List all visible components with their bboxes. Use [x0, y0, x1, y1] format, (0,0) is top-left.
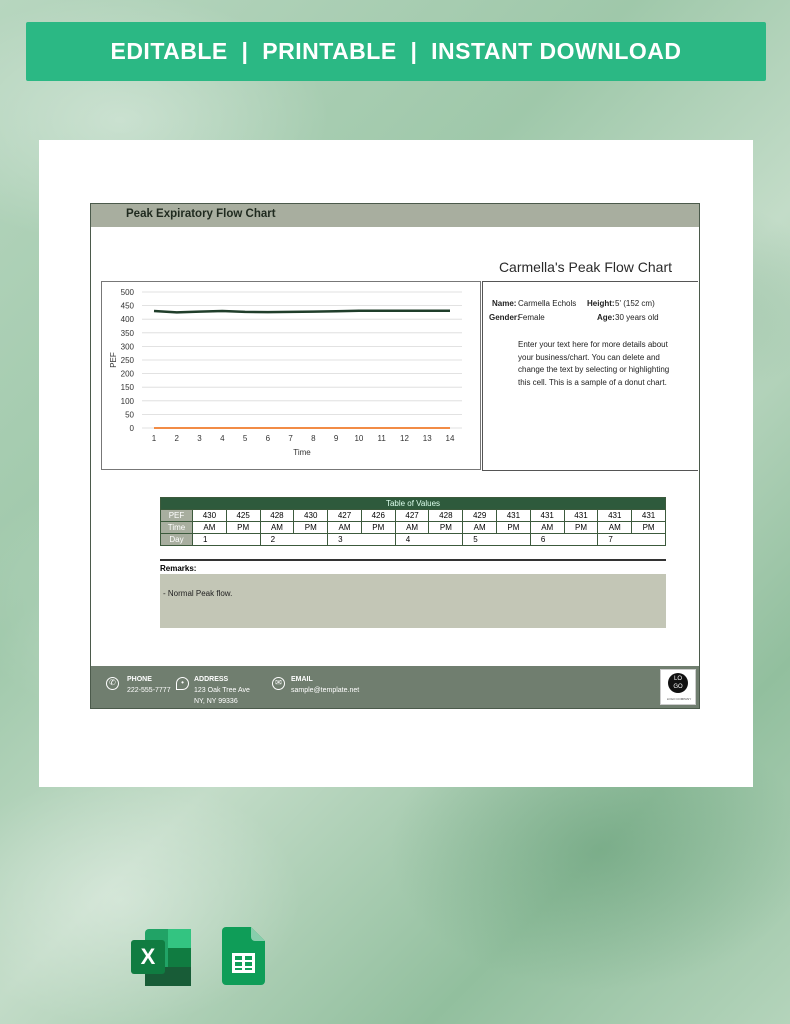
x-tick-label: 9: [333, 434, 339, 443]
pef-cell[interactable]: 431: [564, 510, 598, 522]
email-value: sample@template.net: [291, 687, 360, 694]
y-tick-label: 500: [120, 288, 134, 297]
location-icon: •: [176, 677, 189, 690]
peak-flow-document: [90, 203, 700, 709]
y-tick-label: 200: [120, 369, 134, 379]
time-cell[interactable]: PM: [294, 522, 328, 534]
x-tick-label: 11: [377, 434, 386, 443]
name-value: Carmella Echols: [518, 299, 577, 308]
x-tick-label: 13: [422, 434, 432, 443]
age-label: Age:: [597, 313, 615, 322]
document-title: Peak Expiratory Flow Chart: [126, 208, 276, 220]
time-cell[interactable]: AM: [598, 522, 632, 534]
time-cell[interactable]: AM: [463, 522, 497, 534]
banner-text: EDITABLE | PRINTABLE | INSTANT DOWNLOAD: [110, 38, 682, 64]
email-label: EMAIL: [291, 676, 313, 683]
y-axis-label: PEF: [109, 352, 118, 368]
email-icon: ✉: [272, 677, 285, 690]
day-row: [161, 534, 666, 546]
document-footer: [91, 666, 699, 708]
pef-cell[interactable]: 427: [328, 510, 362, 522]
x-tick-label: 3: [197, 434, 202, 443]
time-row: [161, 522, 666, 534]
pef-cell[interactable]: 431: [632, 510, 666, 522]
document-header: [91, 204, 699, 227]
day-cell[interactable]: 2: [260, 534, 328, 546]
time-cell[interactable]: PM: [564, 522, 598, 534]
pef-cell[interactable]: 425: [226, 510, 260, 522]
pef-cell[interactable]: 430: [294, 510, 328, 522]
pef-cell[interactable]: 430: [193, 510, 227, 522]
pef-row-label: PEF: [161, 510, 193, 522]
table-heading: Table of Values: [161, 498, 666, 510]
y-tick-label: 0: [129, 424, 134, 433]
phone-value: 222-555-7777: [127, 687, 171, 694]
remarks-box[interactable]: [160, 574, 666, 628]
day-cell[interactable]: 3: [328, 534, 396, 546]
pef-cell[interactable]: 431: [598, 510, 632, 522]
time-cell[interactable]: PM: [226, 522, 260, 534]
height-label: Height:: [587, 299, 615, 308]
y-tick-label: 450: [120, 301, 134, 311]
document-page: [39, 140, 753, 787]
pef-cell[interactable]: 428: [429, 510, 463, 522]
time-cell[interactable]: PM: [361, 522, 395, 534]
address-label: ADDRESS: [194, 676, 229, 683]
day-cell[interactable]: 4: [395, 534, 463, 546]
phone-icon: ✆: [106, 677, 119, 690]
y-tick-label: 100: [120, 396, 134, 406]
logo-text-top: LO: [673, 676, 682, 682]
google-sheets-icon[interactable]: [222, 927, 265, 985]
address-line-2: NY, NY 99336: [194, 698, 238, 705]
time-cell[interactable]: AM: [328, 522, 362, 534]
day-cell[interactable]: 7: [598, 534, 666, 546]
y-tick-label: 300: [120, 342, 134, 352]
x-tick-label: 7: [288, 434, 293, 443]
pef-row: [161, 510, 666, 522]
logo-subtitle: LOGO COMPANY: [666, 697, 692, 701]
promo-banner: [26, 22, 766, 81]
time-cell[interactable]: AM: [260, 522, 294, 534]
x-tick-label: 14: [445, 434, 455, 443]
time-cell[interactable]: AM: [530, 522, 564, 534]
x-tick-label: 6: [265, 434, 271, 443]
y-tick-label: 50: [125, 410, 134, 420]
gender-label: Gender:: [489, 313, 520, 322]
excel-icon[interactable]: [131, 929, 191, 986]
x-tick-label: 2: [174, 434, 179, 443]
chart-title: Carmella's Peak Flow Chart: [482, 259, 698, 282]
y-tick-label: 400: [120, 315, 134, 325]
pef-cell[interactable]: 428: [260, 510, 294, 522]
x-tick-label: 8: [311, 434, 316, 443]
logo-text-bottom: GO: [673, 684, 683, 690]
x-tick-label: 10: [354, 434, 364, 443]
patient-info-panel: [482, 282, 698, 471]
chart-container: [101, 281, 481, 470]
address-line-1: 123 Oak Tree Ave: [194, 687, 250, 694]
pef-cell[interactable]: 429: [463, 510, 497, 522]
name-label: Name:: [492, 299, 517, 308]
pef-cell[interactable]: 431: [530, 510, 564, 522]
x-axis-label: Time: [293, 448, 311, 457]
y-tick-label: 350: [120, 328, 134, 338]
company-logo: [660, 669, 696, 705]
day-cell[interactable]: 1: [193, 534, 261, 546]
pef-cell[interactable]: 431: [497, 510, 531, 522]
address-block: [194, 674, 250, 707]
time-cell[interactable]: PM: [632, 522, 666, 534]
x-tick-label: 5: [242, 434, 248, 443]
series-line: [154, 311, 450, 313]
day-cell[interactable]: 6: [530, 534, 598, 546]
time-cell[interactable]: AM: [193, 522, 227, 534]
description-text: Enter your text here for more details about your business/chart. You can delete and change the text by selecting or highlighting this cell. This is a sample of a donut chart.: [518, 340, 670, 387]
x-tick-label: 12: [400, 434, 409, 443]
x-tick-label: 4: [220, 434, 225, 443]
remarks-label: Remarks:: [160, 559, 666, 573]
phone-label: PHONE: [127, 676, 152, 683]
time-cell[interactable]: AM: [395, 522, 429, 534]
pef-cell[interactable]: 426: [361, 510, 395, 522]
time-cell[interactable]: PM: [429, 522, 463, 534]
y-tick-label: 150: [120, 383, 134, 393]
gender-value: Female: [518, 313, 545, 322]
email-block: [291, 674, 359, 696]
logo-mark: [668, 673, 688, 693]
time-cell[interactable]: PM: [497, 522, 531, 534]
table-of-values: [160, 497, 666, 546]
peak-flow-line-chart: [102, 282, 480, 469]
day-row-label: Day: [161, 534, 193, 546]
age-value: 30 years old: [615, 313, 659, 322]
remarks-text: - Normal Peak flow.: [163, 589, 233, 598]
day-cell[interactable]: 5: [463, 534, 531, 546]
phone-block: [127, 674, 171, 696]
x-tick-label: 1: [151, 434, 157, 443]
pef-cell[interactable]: 427: [395, 510, 429, 522]
y-tick-label: 250: [120, 356, 134, 365]
height-value: 5' (152 cm): [615, 299, 655, 308]
time-row-label: Time: [161, 522, 193, 534]
excel-letter: X: [140, 944, 156, 969]
